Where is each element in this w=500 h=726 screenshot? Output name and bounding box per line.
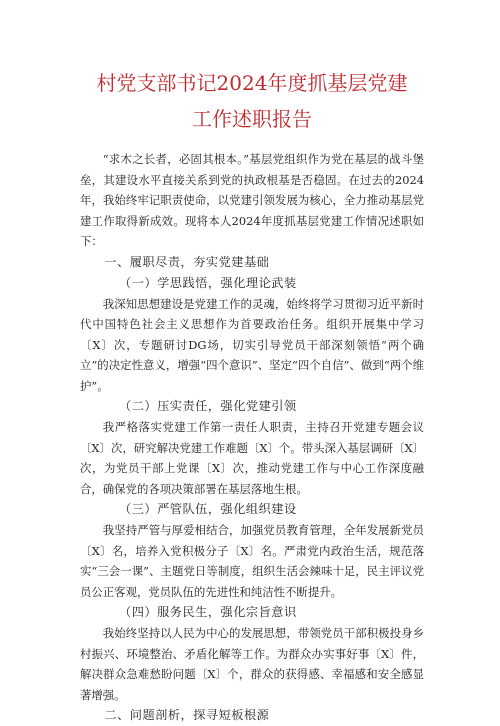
- document-title-line-2: 工作述职报告: [192, 107, 312, 131]
- subsection-4-heading: （四）服务民生，强化宗旨意识: [119, 605, 297, 619]
- subsection-4-paragraph: 我始终坚持以人民为中心的发展思想，带领党员干部积极投身乡村振兴、环境整治、矛盾化解等工作。为群众办实事好事〔X〕件，解决群众急难愁盼问题〔X〕个，群众的获得感、幸福感和安全感显著增强。: [80, 626, 424, 702]
- subsection-2-heading: （二）压实责任，强化党建引领: [119, 399, 297, 413]
- subsection-1-paragraph: 我深知思想建设是党建工作的灵魂，始终将学习贯彻习近平新时代中国特色社会主义思想作为首要政治任务。组织开展集中学习〔X〕次，专题研讨DG场，切实引导党员干部深刻领悟“两个确立”的决定性意义，增强“四个意识”、坚定“四个自信”、做到“两个维护”。: [80, 296, 424, 393]
- document-title-line-1: 村党支部书记2024年度抓基层党建: [96, 71, 408, 95]
- subsection-2-paragraph: 我严格落实党建工作第一责任人职责，主持召开党建专题会议〔X〕次，研究解决党建工作难题〔X〕个。带头深入基层调研〔X〕次，为党员干部上党课〔X〕次，推动党建工作与中心工作深度融合，确保党的各项决策部署在基层落地生根。: [80, 420, 424, 496]
- title-block: [80, 65, 424, 137]
- section-2-heading: 二、问题剖析，探寻短板根源: [104, 708, 270, 722]
- document-body: [80, 149, 424, 726]
- intro-paragraph: “求木之长者，必固其根本。”基层党组织作为党在基层的战斗堡垒，其建设水平直接关系到党的执政根基是否稳固。在过去的2024年，我始终牢记职责使命，以党建引领发展为核心，全力推动基层党建工作取得新成效。现将本人2024年度抓基层党建工作情况述职如下：: [80, 152, 424, 248]
- subsection-3-paragraph: 我坚持严管与厚爱相结合，加强党员教育管理，全年发展新党员〔X〕名，培养入党积极分子〔X〕名。严肃党内政治生活，规范落实“三会一课”、主题党日等制度，组织生活会辣味十足，民主评议党员公正客观，党员队伍的先进性和纯洁性不断提升。: [80, 523, 424, 599]
- subsection-3-heading: （三）严管队伍，强化组织建设: [119, 502, 297, 516]
- section-1-heading: 一、履职尽责，夯实党建基础: [104, 254, 270, 269]
- subsection-1-heading: （一）学思践悟，强化理论武装: [119, 275, 297, 290]
